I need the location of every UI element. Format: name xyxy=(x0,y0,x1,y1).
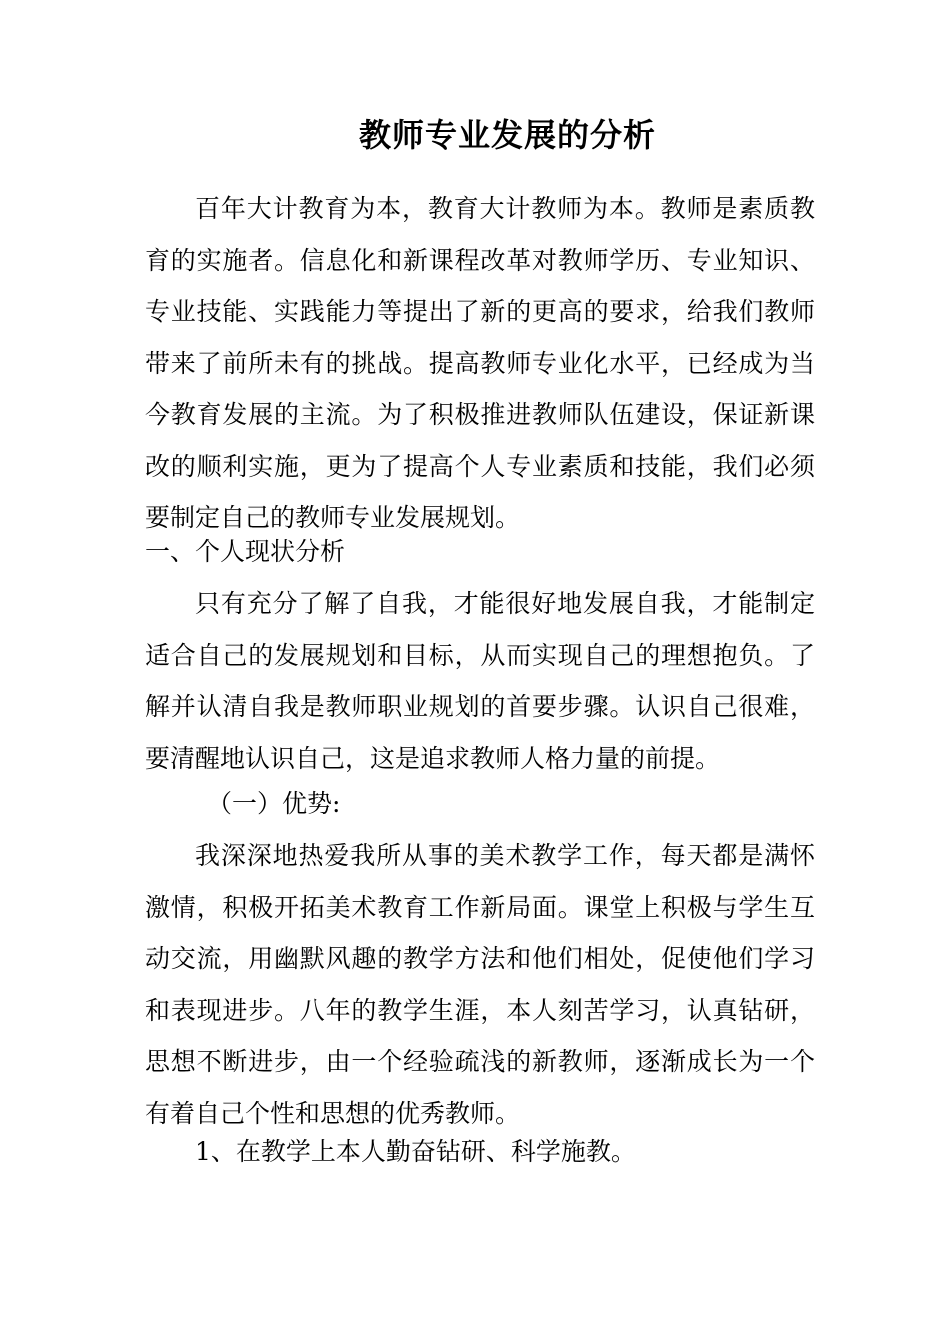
document-title: 教师专业发展的分析 xyxy=(358,116,656,154)
list-item-point-1: 1、在教学上本人勤奋钻研、科学施教。 xyxy=(195,1137,636,1166)
intro-paragraph: 百年大计教育为本，教育大计教师为本。教师是素质教育的实施者。信息化和新课程改革对教师学历、专业知识、专业技能、实践能力等提出了新的更高的要求，给我们教师带来了前所未有的挑战。提高教师专业化水平，已经成为当今教育发展的主流。为了积极推进教师队伍建设，保证新课改的顺利实施，更为了提高个人专业素质和技能，我们必须要制定自己的教师专业发展规划。 xyxy=(145,194,815,532)
section-paragraph-self-awareness: 只有充分了解了自我，才能很好地发展自我，才能制定适合自己的发展规划和目标，从而实现自己的理想抱负。了解并认清自我是教师职业规划的首要步骤。认识自己很难，要清醒地认识自己，这是追求教师人格力量的前提。 xyxy=(145,589,815,773)
section-heading-personal-status: 一、个人现状分析 xyxy=(145,537,346,566)
subsection-heading-strengths: （一）优势: xyxy=(207,789,341,818)
subsection-paragraph-strengths: 我深深地热爱我所从事的美术教学工作，每天都是满怀激情，积极开拓美术教育工作新局面。课堂上积极与学生互动交流，用幽默风趣的教学方法和他们相处，促使他们学习和表现进步。八年的教学生涯，本人刻苦学习，认真钻研，思想不断进步，由一个经验疏浅的新教师，逐渐成长为一个有着自己个性和思想的优秀教师。 xyxy=(145,841,815,1128)
